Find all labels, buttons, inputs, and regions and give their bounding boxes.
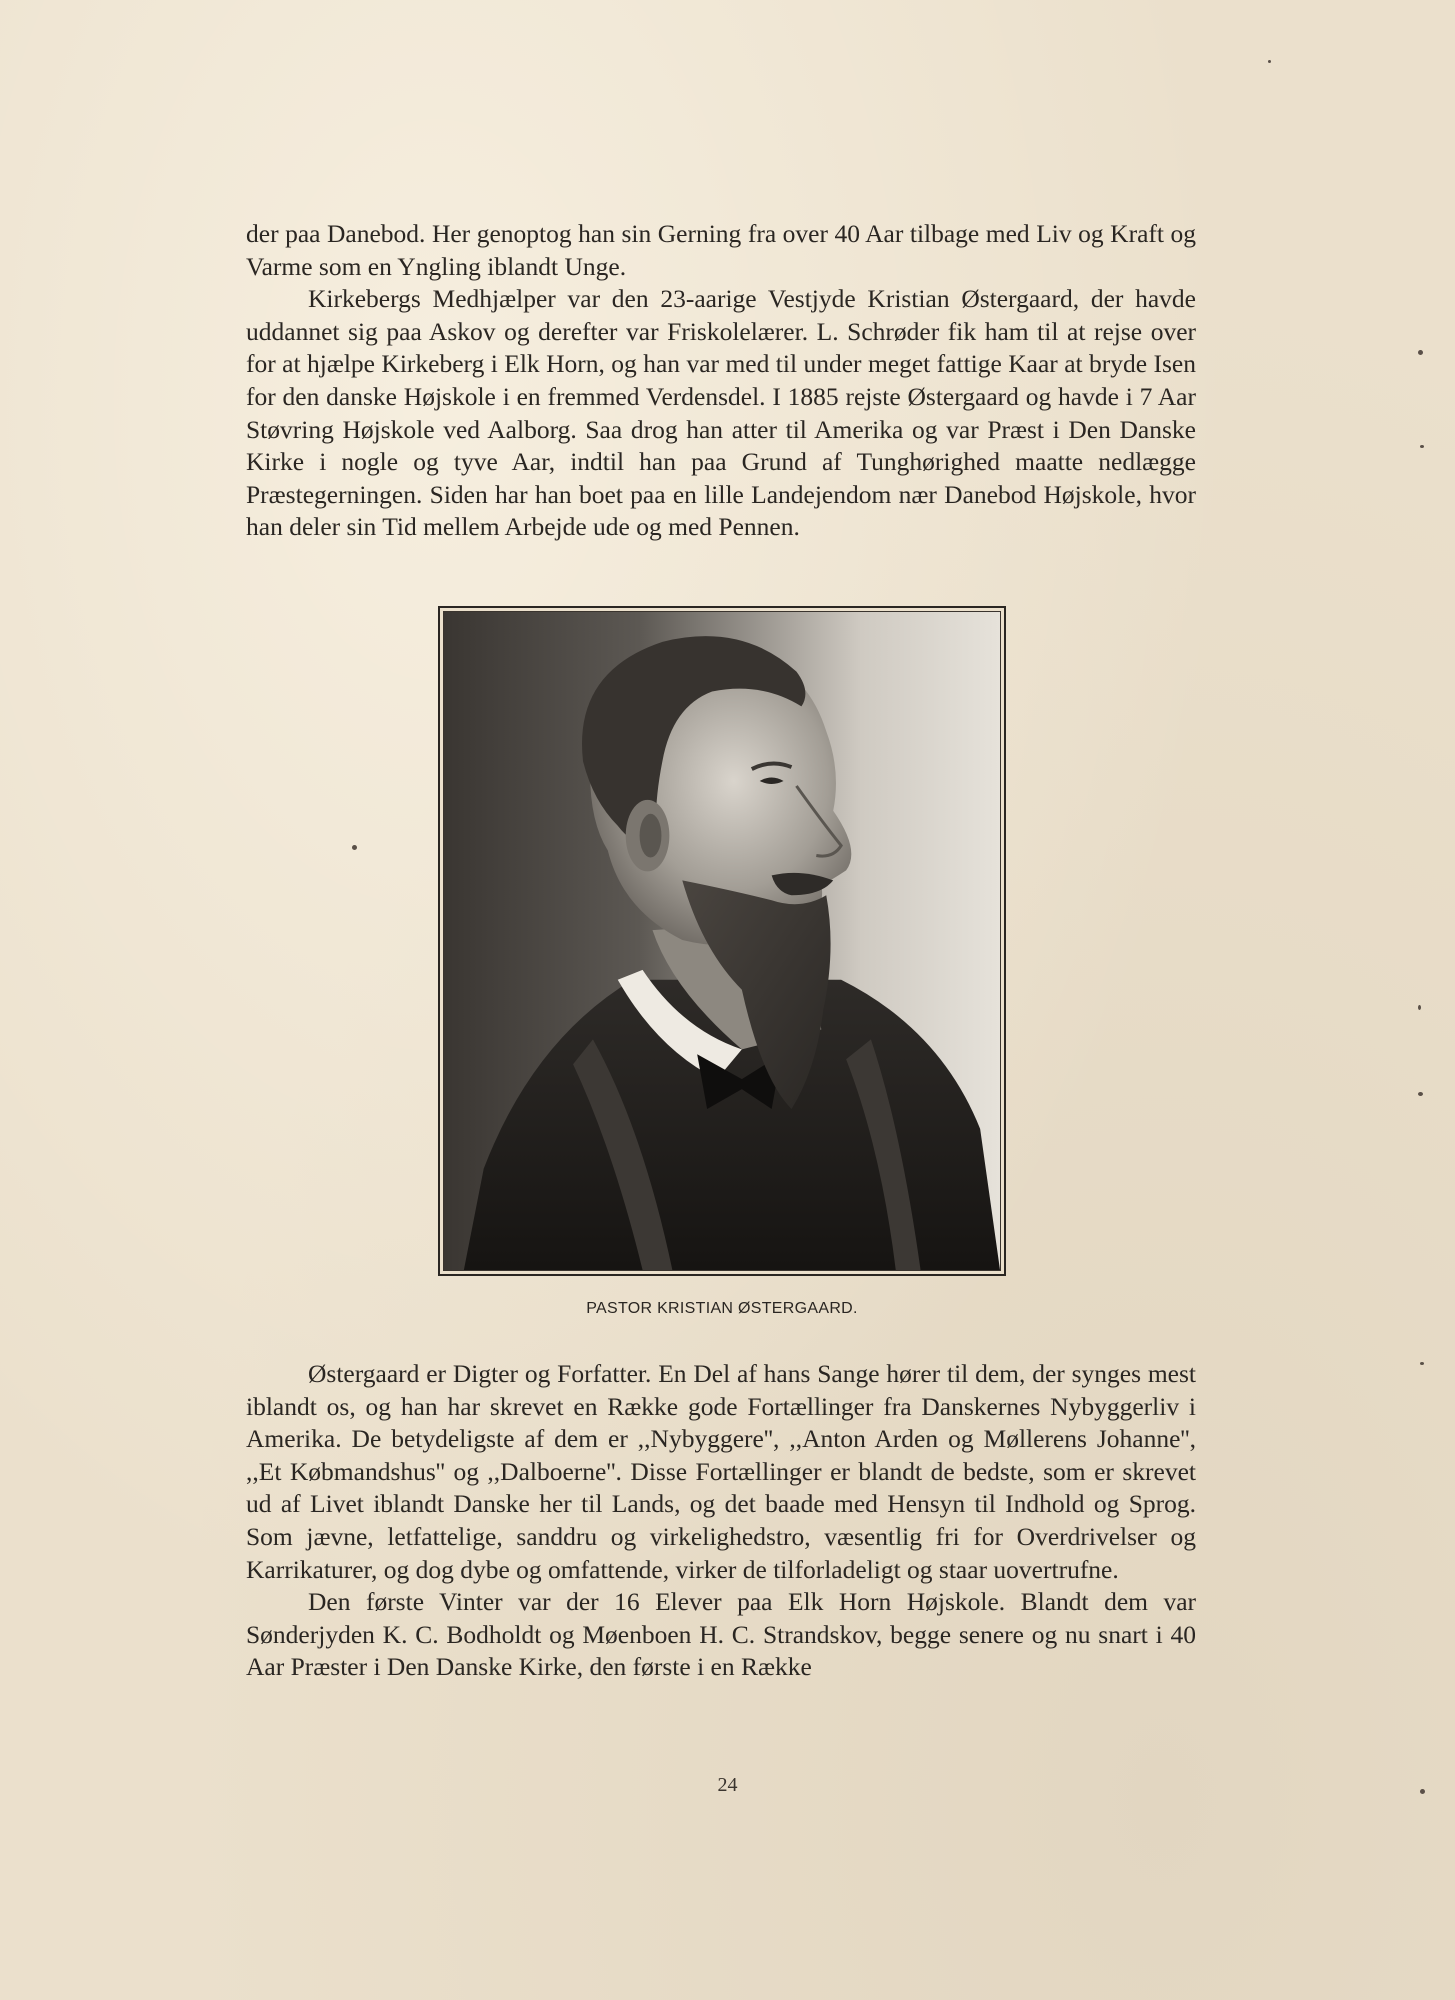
paper-speck (1418, 1005, 1421, 1010)
paper-speck (1418, 1092, 1423, 1096)
paper-speck (1268, 60, 1271, 63)
paragraph-kirkeberg: Kirkebergs Medhjælper var den 23-aarige Vestjyde Kristian Østergaard, der havde uddannet sig paa Askov og derefter var Friskolelærer. L. Schrøder fik ham til at rejse over for at hjælpe Kirkeberg i Elk Horn, og han var med til under meget fattige Kaar at bryde Isen for den danske Højskole i en fremmed Verdensdel. I 1885 rejste Østergaard og havde i 7 Aar Støvring Højskole ved Aalborg. Saa drog han atter til Amerika og var Præst i Den Danske Kirke i nogle og tyve Aar, indtil han paa Grund af Tunghørighed maatte nedlægge Præstegerningen. Siden har han boet paa en lille Landejendom nær Danebod Højskole, hvor han deler sin Tid mellem Arbejde ude og med Pennen. (246, 284, 1196, 542)
paper-speck (1420, 445, 1424, 448)
photo-caption: PASTOR KRISTIAN ØSTERGAARD. (586, 1300, 858, 1317)
paragraph-digter: Østergaard er Digter og Forfatter. En Del af hans Sange hører til dem, der synges mest iblandt os, og han har skrevet en Række gode Fortællinger fra Danskernes Nybyggerliv i Amerika. De betydeligste af dem er ,,Nybyggere'', ,,Anton Arden og Møllerens Johanne'', ,,Et Købmandshus'' og ,,Dalboerne''. Disse Fortællinger er blandt de bedste, som er skrevet ud af Livet iblandt Danske her til Lands, og det baade med Hensyn til Indhold og Sprog. Som jævne, letfattelige, sanddru og virkelighedstro, væsentlig fri for Overdrivelser og Karrikaturer, og dog dybe og omfattende, virker de tilforladeligt og staar uovertrufne. (246, 1359, 1196, 1584)
portrait-photo-frame (438, 606, 1006, 1276)
paper-speck (1418, 350, 1423, 355)
paper-speck (1420, 1362, 1424, 1365)
top-text-block (246, 218, 1196, 544)
paragraph-continuation: der paa Danebod. Her genoptog han sin Gerning fra over 40 Aar tilbage med Liv og Kraft og Varme som en Yngling iblandt Unge. (246, 219, 1196, 281)
portrait-photo-image (444, 612, 1000, 1270)
paragraph-elever: Den første Vinter var der 16 Elever paa Elk Horn Højskole. Blandt dem var Sønderjyden K. C. Bodholdt og Møenboen H. C. Strandskov, begge senere og nu snart i 40 Aar Præster i Den Danske Kirke, den første i en Række (246, 1587, 1196, 1682)
portrait-photo (443, 611, 1001, 1271)
paper-speck (1420, 1789, 1425, 1794)
paper-speck (352, 845, 357, 850)
page-number: 24 (717, 1774, 738, 1796)
bottom-text-block (246, 1358, 1196, 1684)
